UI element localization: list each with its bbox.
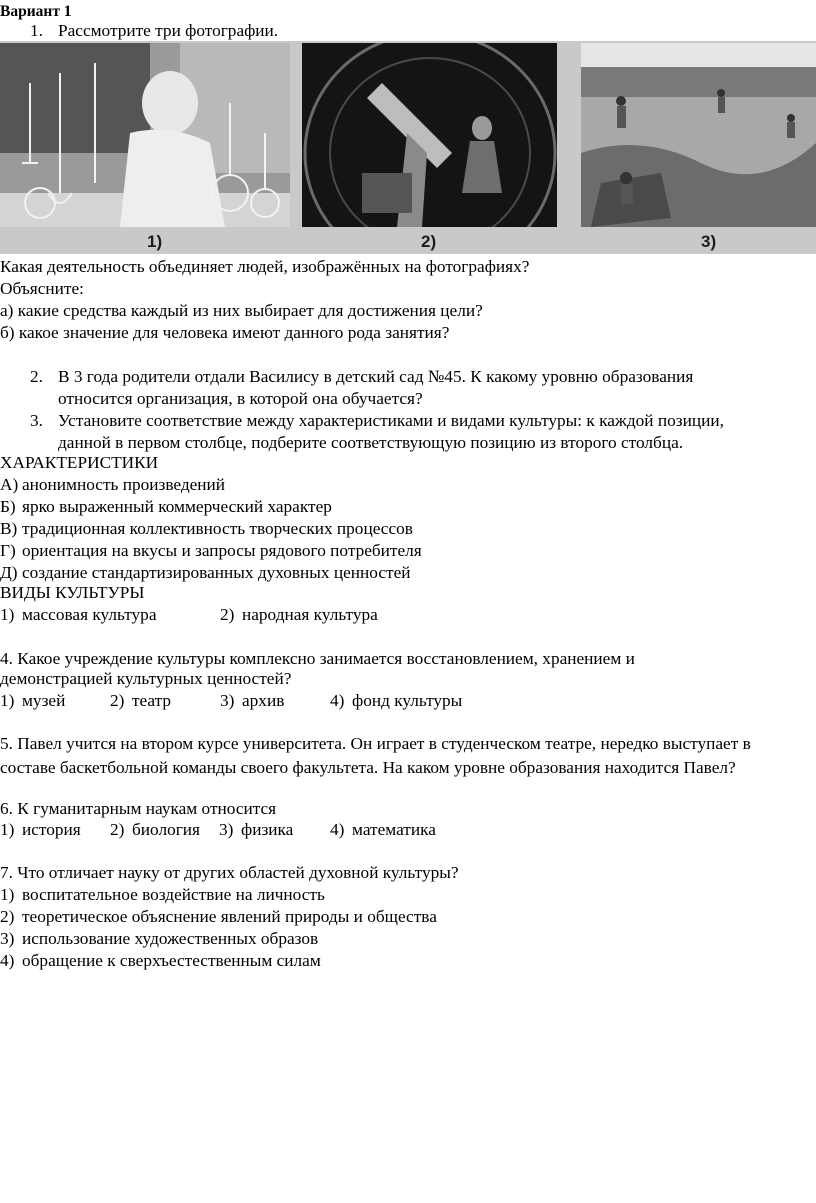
photo-laboratory (0, 43, 290, 227)
type-2-text: народная культура (242, 605, 378, 624)
laboratory-illustration (0, 43, 290, 227)
letter-g: Г) (0, 541, 16, 560)
culture-type-2 (220, 604, 378, 626)
q3-line-2: данной в первом столбце, подберите соответствующую позицию из второго столбца. (58, 433, 684, 452)
q3-number: 3. (30, 411, 43, 430)
q7-option-1-number: 1) (0, 885, 15, 904)
characteristic-d-text: создание стандартизированных духовных ценностей (22, 563, 411, 582)
q1-heading (30, 20, 278, 42)
q5-line-2: составе баскетбольной команды своего факультета. На каком уровне образования находится Павел? (0, 758, 736, 777)
characteristic-v (0, 518, 413, 540)
q7-option-3 (0, 928, 318, 950)
q2-text-1: В 3 года родители отдали Василису в детский сад №45. К какому уровню образования (58, 367, 694, 386)
q7-option-3-number: 3) (0, 929, 15, 948)
q4-option-4-text: фонд культуры (352, 691, 463, 710)
q2-number: 2. (30, 367, 43, 386)
q1-line-1: Какая деятельность объединяет людей, изображённых на фотографиях? (0, 257, 530, 276)
photo-excavation (581, 43, 816, 227)
q6-option-2-number: 2) (110, 820, 125, 839)
characteristic-g-text: ориентация на вкусы и запросы рядового потребителя (22, 541, 422, 560)
q7-option-1-text: воспитательное воздействие на личность (22, 885, 325, 904)
excavation-illustration (581, 43, 816, 227)
characteristic-a-text: анонимность произведений (22, 475, 226, 494)
letter-v: В) (0, 519, 18, 538)
telescope-illustration (302, 43, 557, 227)
q4-option-1-text: музей (22, 691, 66, 710)
q3-line-1 (30, 410, 724, 432)
q6-option-3-text: физика (241, 820, 294, 839)
q4-option-1 (0, 690, 65, 712)
q7-option-2-number: 2) (0, 907, 15, 926)
q4-option-2-number: 2) (110, 691, 125, 710)
q4-option-4-number: 4) (330, 691, 345, 710)
q1-line-4: б) какое значение для человека имеют данного рода занятия? (0, 323, 450, 342)
type-1-number: 1) (0, 605, 15, 624)
q4-line-2: демонстрацией культурных ценностей? (0, 669, 292, 688)
culture-type-1 (0, 604, 157, 626)
q4-option-2 (110, 690, 171, 712)
q4-option-3-number: 3) (220, 691, 235, 710)
q5-line-1: 5. Павел учится на втором курсе университета. Он играет в студенческом театре, нередко выступает в (0, 734, 751, 753)
q1-text: Рассмотрите три фотографии. (58, 21, 279, 40)
q7-line: 7. Что отличает науку от других областей духовной культуры? (0, 863, 459, 882)
q7-option-4 (0, 950, 321, 972)
photo-caption-2: 2) (421, 232, 437, 251)
characteristic-b-text: ярко выраженный коммерческий характер (22, 497, 332, 516)
type-2-number: 2) (220, 605, 235, 624)
q4-line-1: 4. Какое учреждение культуры комплексно занимается восстановлением, хранением и (0, 649, 635, 668)
q6-option-1 (0, 819, 81, 841)
type-1-text: массовая культура (22, 605, 157, 624)
characteristic-g (0, 540, 422, 562)
q3-text-1: Установите соответствие между характеристиками и видами культуры: к каждой позиции, (58, 411, 724, 430)
q6-option-4-number: 4) (330, 820, 345, 839)
q4-option-3-text: архив (242, 691, 285, 710)
characteristics-header: ХАРАКТЕРИСТИКИ (0, 453, 159, 472)
q4-option-3 (220, 690, 284, 712)
q6-option-3-number: 3) (219, 820, 234, 839)
letter-b: Б) (0, 497, 16, 516)
q6-option-1-number: 1) (0, 820, 15, 839)
q6-option-2 (110, 819, 200, 841)
q2-line-2: относится организация, в которой она обучается? (58, 389, 423, 408)
q6-option-4-text: математика (352, 820, 436, 839)
characteristic-a (0, 474, 225, 496)
q4-option-1-number: 1) (0, 691, 15, 710)
q7-option-3-text: использование художественных образов (22, 929, 319, 948)
q4-option-2-text: театр (132, 691, 172, 710)
q6-line: 6. К гуманитарным наукам относится (0, 799, 277, 818)
q7-option-4-text: обращение к сверхъестественным силам (22, 951, 321, 970)
culture-types-header: ВИДЫ КУЛЬТУРЫ (0, 583, 145, 602)
characteristic-v-text: традиционная коллективность творческих процессов (22, 519, 413, 538)
q7-option-1 (0, 884, 325, 906)
q6-option-4 (330, 819, 436, 841)
q7-option-2-text: теоретическое объяснение явлений природы и общества (22, 907, 437, 926)
photo-caption-3: 3) (701, 232, 717, 251)
q6-option-1-text: история (22, 820, 81, 839)
variant-title: Вариант 1 (0, 3, 72, 20)
photo-observatory (302, 43, 557, 227)
q4-option-4 (330, 690, 462, 712)
q6-option-3 (219, 819, 293, 841)
q6-option-2-text: биология (132, 820, 201, 839)
letter-a: А) (0, 475, 19, 494)
q1-line-3: а) какие средства каждый из них выбирает для достижения цели? (0, 301, 483, 320)
photo-caption-1: 1) (147, 232, 163, 251)
photo-strip (0, 41, 816, 254)
letter-d: Д) (0, 563, 18, 582)
q1-number: 1. (30, 21, 43, 40)
characteristic-d (0, 562, 411, 584)
q1-line-2: Объясните: (0, 279, 84, 298)
q7-option-2 (0, 906, 437, 928)
q7-option-4-number: 4) (0, 951, 15, 970)
characteristic-b (0, 496, 332, 518)
q2-line-1 (30, 366, 693, 388)
